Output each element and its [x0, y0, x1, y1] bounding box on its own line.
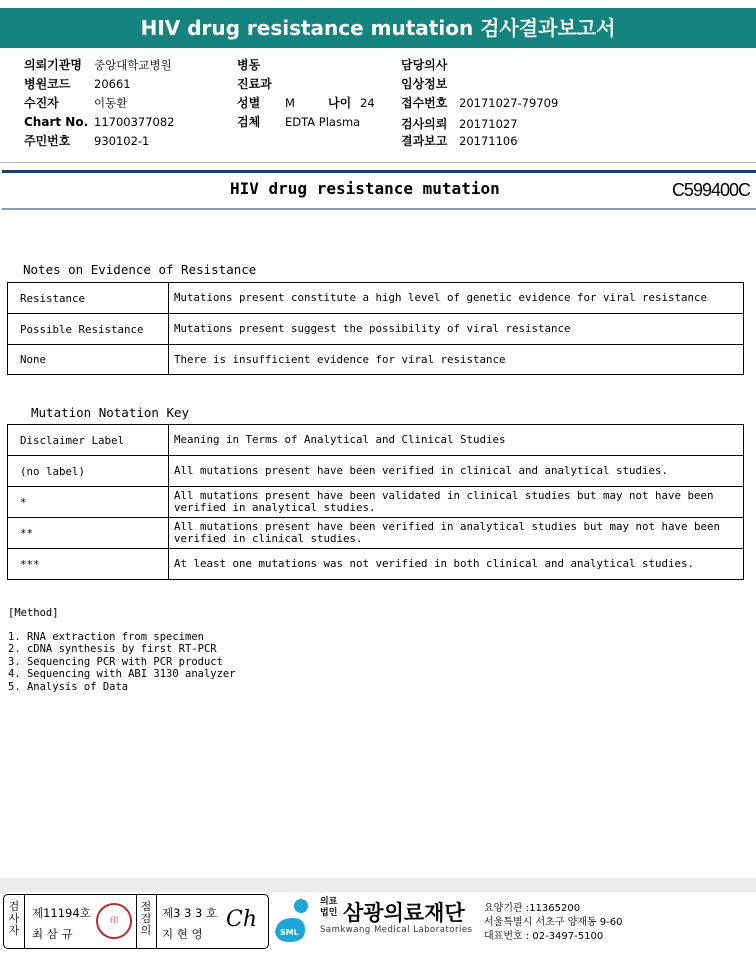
- header-label: 담당의사: [401, 58, 448, 72]
- header-row: [24, 56, 172, 73]
- table-cell-text: Mutations present constitute a high level of genetic evidence for viral resistance: [169, 283, 744, 314]
- table-row: [8, 283, 744, 314]
- header-label: 진료과: [237, 77, 272, 91]
- header-value: 20661: [94, 77, 131, 91]
- table-row: [8, 425, 744, 456]
- footer-divider: [0, 878, 756, 892]
- reviewer-number: 제3 3 3 호: [162, 906, 218, 920]
- method-title: [Method]: [8, 607, 59, 619]
- header-label: 검사의뢰: [401, 117, 448, 131]
- header-row: [237, 113, 360, 130]
- header-value: 이동환: [94, 96, 128, 110]
- table-cell-text: All mutations present have been verified in clinical and analytical studies.: [169, 456, 744, 487]
- info-line: 대표번호 : 02-3497-5100: [484, 931, 604, 942]
- info-line: 서울특별시 서초구 양재동 9-60: [484, 917, 623, 928]
- header-value: 20171106: [459, 134, 518, 148]
- examiner-name: 최 삼 규: [32, 927, 73, 941]
- header-label: 주민번호: [24, 134, 71, 148]
- reviewer-name: 지 현 영: [162, 927, 203, 941]
- header-label: 병동: [237, 58, 261, 72]
- table-cell-text: At least one mutations was not verified in both clinical and analytical studies.: [169, 549, 744, 580]
- header-value: 20171027-79709: [459, 96, 559, 110]
- method-step: 3. Sequencing PCR with PCR product: [8, 656, 223, 668]
- header-label: 검체: [237, 115, 261, 129]
- table-cell-text: Mutations present suggest the possibility of viral resistance: [169, 314, 744, 345]
- table-cell-text: There is insufficient evidence for viral resistance: [169, 345, 744, 375]
- header-row: [24, 132, 149, 149]
- header-row: [24, 75, 131, 92]
- org-name: 삼광의료재단: [343, 901, 465, 925]
- header-label: 의뢰기관명: [24, 58, 82, 72]
- table-row: [8, 487, 744, 518]
- key-table: [7, 424, 744, 580]
- result-title: HIV drug resistance mutation: [230, 179, 500, 198]
- table-cell-label: ***: [8, 549, 169, 580]
- report-title: HIV drug resistance mutation 검사결과보고서: [0, 8, 756, 48]
- header-label: Chart No.: [24, 115, 89, 129]
- table-cell-label: Possible Resistance: [8, 314, 169, 345]
- table-row: [8, 314, 744, 345]
- header-label: 결과보고: [401, 134, 448, 148]
- header-label: 접수번호: [401, 96, 448, 110]
- header-value: 중앙대학교병원: [94, 58, 172, 72]
- org-name-en: Samkwang Medical Laboratories: [320, 925, 473, 935]
- examiner-label: 검사자: [8, 900, 20, 937]
- result-band-bottom: [2, 208, 756, 210]
- header-label: 성별: [237, 96, 261, 110]
- signature-box: [3, 894, 269, 949]
- header-label: 수진자: [24, 96, 59, 110]
- table-cell-label: (no label): [8, 456, 169, 487]
- seal-stamp: 印: [96, 903, 132, 939]
- header-value: EDTA Plasma: [285, 115, 361, 129]
- table-cell-label: *: [8, 487, 169, 518]
- sig-divider: [156, 895, 157, 948]
- logo-text: SML: [280, 928, 299, 937]
- org-type: 의료 법인: [320, 897, 338, 918]
- method-step: 5. Analysis of Data: [8, 681, 129, 693]
- header-row: [401, 132, 518, 149]
- table-cell-text: All mutations present have been verified in analytical studies but may not have been verified in clinical studies.: [169, 518, 744, 549]
- table-cell-text: All mutations present have been validated in clinical studies but may not have been verified in analytical studies.: [169, 487, 744, 518]
- table-row: [8, 549, 744, 580]
- header-label: 임상정보: [401, 77, 448, 91]
- header-row: [237, 56, 285, 73]
- sig-divider: [24, 895, 25, 948]
- notes-title: Notes on Evidence of Resistance: [23, 262, 257, 277]
- key-title: Mutation Notation Key: [31, 405, 190, 420]
- header-row: [24, 115, 174, 129]
- header-value: 11700377082: [94, 115, 175, 129]
- reviewer-label: 점검의: [140, 900, 152, 937]
- table-cell-label: **: [8, 518, 169, 549]
- header-row: [401, 56, 459, 73]
- header-divider: [0, 162, 756, 163]
- header-value: M: [285, 96, 295, 110]
- table-cell-text: Meaning in Terms of Analytical and Clinical Studies: [169, 425, 744, 456]
- header-row: [237, 94, 295, 111]
- header-row: [401, 94, 558, 111]
- table-cell-label: None: [8, 345, 169, 375]
- signature: Ch: [226, 907, 258, 932]
- sig-divider: [136, 895, 137, 948]
- method-step: 2. cDNA synthesis by first RT-PCR: [8, 643, 217, 655]
- header-row: [401, 75, 459, 92]
- header-value: 930102-1: [94, 134, 150, 148]
- header-row: [24, 94, 127, 111]
- table-cell-label: Resistance: [8, 283, 169, 314]
- header-row: [401, 115, 518, 132]
- table-cell-label: Disclaimer Label: [8, 425, 169, 456]
- method-step: 1. RNA extraction from specimen: [8, 631, 204, 643]
- notes-table: [7, 282, 744, 375]
- logo-dot: [294, 899, 308, 913]
- examiner-number: 제11194호: [32, 906, 91, 920]
- header-value: 24: [360, 96, 375, 110]
- method-step: 4. Sequencing with ABI 3130 analyzer: [8, 668, 236, 680]
- header-value: 20171027: [459, 117, 518, 131]
- sml-logo-icon: [271, 896, 317, 944]
- header-row: [237, 75, 285, 92]
- table-row: [8, 456, 744, 487]
- header-label: 나이: [328, 96, 352, 110]
- table-row: [8, 345, 744, 375]
- header-row-age: [328, 94, 375, 111]
- info-line: 요양기관 :11365200: [484, 903, 581, 914]
- table-row: [8, 518, 744, 549]
- header-label: 병원코드: [24, 77, 71, 91]
- result-band-top: [2, 170, 756, 173]
- result-code: C599400C: [671, 180, 750, 200]
